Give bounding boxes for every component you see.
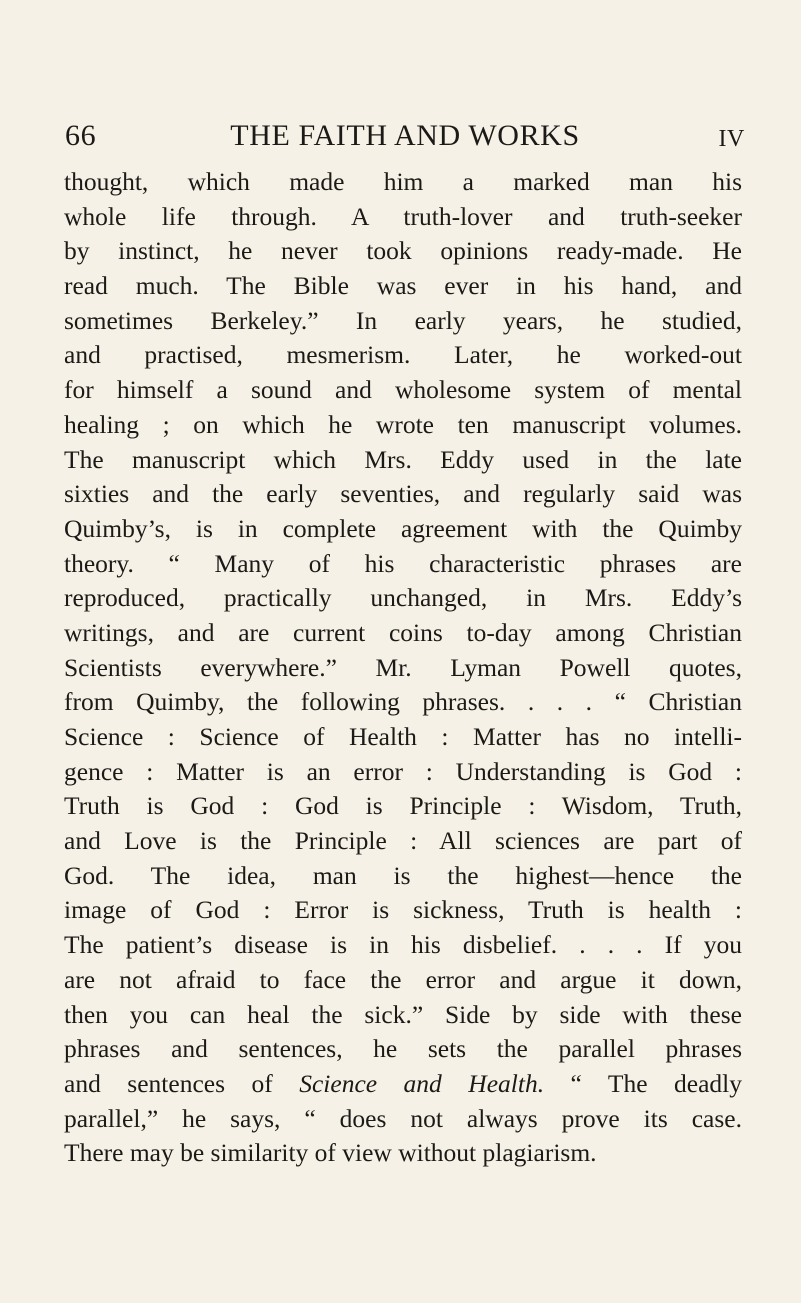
text-line: sometimes Berkeley.” In early years, he studied, <box>64 305 742 335</box>
text-line: read much. The Bible was ever in his hand, and <box>64 271 742 301</box>
running-title: THE FAITH AND WORKS <box>230 119 580 152</box>
body-text <box>64 165 742 1171</box>
running-head <box>65 114 745 158</box>
text-line: are not afraid to face the error and argue it down, <box>64 964 742 994</box>
text-line: Science : Science of Health : Matter has no intelli- <box>64 722 742 751</box>
text-line: The patient’s disease is in his disbelief. . . . If you <box>64 930 742 960</box>
text-line: The manuscript which Mrs. Eddy used in the late <box>64 444 742 474</box>
text-line: by instinct, he never took opinions ready-made. He <box>64 236 742 266</box>
line-text-after: “ The deadly <box>544 1068 742 1098</box>
text-line: reproduced, practically unchanged, in Mrs. Eddy’s <box>64 583 742 613</box>
text-line-last: There may be similarity of view without plagiarism. <box>64 1138 597 1168</box>
text-line: gence : Matter is an error : Understanding is God : <box>64 756 742 786</box>
text-line: and practised, mesmerism. Later, he worked-out <box>64 340 742 370</box>
text-line: whole life through. A truth-lover and truth-seeker <box>64 201 742 231</box>
text-line: Scientists everywhere.” Mr. Lyman Powell quotes, <box>64 652 742 682</box>
text-line: parallel,” he says, “ does not always prove its case. <box>64 1103 742 1133</box>
text-line: healing ; on which he wrote ten manuscript volumes. <box>64 409 742 439</box>
text-line: God. The idea, man is the highest—hence the <box>64 860 742 890</box>
italic-book-title: Science and Health. <box>299 1068 545 1098</box>
text-line: and Love is the Principle : All sciences are part of <box>64 826 742 856</box>
text-line-with-italic-title <box>64 1067 742 1102</box>
text-line: from Quimby, the following phrases. . . . “ Christian <box>64 687 742 717</box>
text-line: Quimby’s, is in complete agreement with the Quimby <box>64 513 742 543</box>
text-line: phrases and sentences, he sets the parallel phrases <box>64 1034 742 1064</box>
text-line: then you can heal the sick.” Side by side with these <box>64 999 742 1029</box>
chapter-numeral: IV <box>718 126 745 152</box>
text-line: writings, and are current coins to-day among Christian <box>64 617 742 647</box>
line-text-before: and sentences of <box>64 1068 300 1098</box>
text-line: sixties and the early seventies, and regularly said was <box>64 479 742 509</box>
text-line: thought, which made him a marked man his <box>64 167 742 196</box>
text-line: for himself a sound and wholesome system of mental <box>64 375 742 405</box>
page-number: 66 <box>65 119 97 152</box>
text-line: Truth is God : God is Principle : Wisdom, Truth, <box>64 791 742 821</box>
text-line: image of God : Error is sickness, Truth is health : <box>64 895 742 925</box>
text-line: theory. “ Many of his characteristic phrases are <box>64 548 742 578</box>
